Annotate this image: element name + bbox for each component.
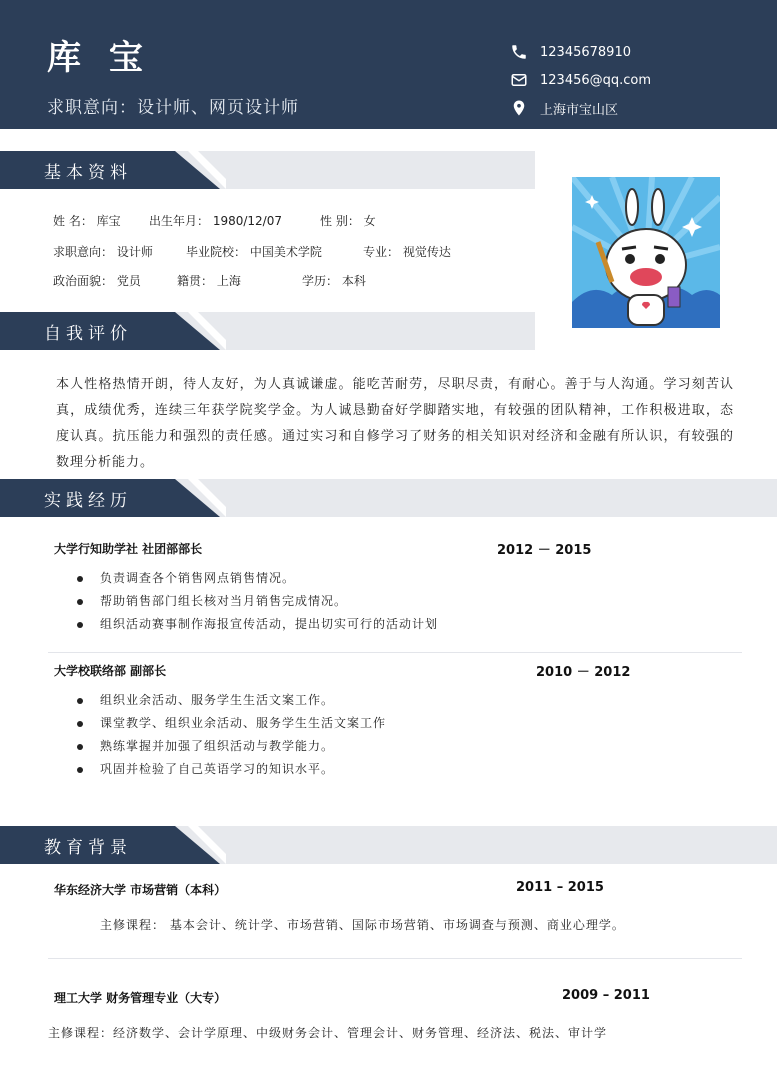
practice-list	[77, 689, 386, 781]
email-icon	[510, 71, 528, 89]
section-basic	[0, 151, 535, 189]
section-education	[0, 826, 777, 864]
info-intent: 求职意向： 设计师	[53, 245, 153, 259]
practice-title: 大学校联络部 副部长	[54, 664, 167, 678]
phone-row	[510, 38, 651, 66]
job-intent: 求职意向：设计师、网页设计师	[47, 98, 299, 118]
self-evaluation: 本人性格热情开朗，待人友好，为人真诚谦虚。能吃苦耐劳，尽职尽责，有耐心。善于与人沟通。学习刻苦认真，成绩优秀，连续三年获学院奖学金。为人诚恳勤奋好学脚踏实地，有较强的团队精神，工作积极进取，态度认真。抗压能力和强烈的责任感。通过实习和自修学习了财务的相关知识对经济和金融有所认识，有较强的数理分析能力。	[56, 377, 734, 470]
location-pin-icon	[510, 99, 528, 117]
list-item: 组织活动赛事制作海报宣传活动，提出切实可行的活动计划	[77, 613, 438, 636]
phone-icon	[510, 43, 528, 61]
contact-block	[510, 38, 651, 122]
education-title: 理工大学 财务管理专业（大专）	[54, 991, 227, 1005]
phone-text: 12345678910	[540, 44, 631, 60]
section-practice	[0, 479, 777, 517]
resume-header	[0, 0, 777, 129]
info-major: 专业： 视觉传达	[363, 245, 451, 259]
info-native: 籍贯： 上海	[177, 274, 241, 288]
section-self	[0, 312, 535, 350]
list-item: 负责调查各个销售网点销售情况。	[77, 567, 438, 590]
list-item: 课堂教学、组织业余活动、服务学生生活文案工作	[77, 712, 386, 735]
address-text: 上海市宝山区	[540, 102, 619, 118]
section-title-self: 自我评价	[44, 324, 132, 344]
info-politics: 政治面貌： 党员	[53, 274, 141, 288]
section-title-education: 教育背景	[44, 838, 132, 858]
education-title: 华东经济大学 市场营销（本科）	[54, 883, 227, 897]
info-birth: 出生年月： 1980/12/07	[149, 214, 282, 228]
practice-list	[77, 567, 438, 636]
practice-date: 2012 － 2015	[497, 543, 592, 558]
practice-date: 2010 － 2012	[536, 665, 631, 680]
avatar	[572, 177, 720, 328]
divider	[48, 958, 742, 959]
section-title-basic: 基本资料	[44, 163, 132, 183]
education-date: 2009 – 2011	[562, 988, 650, 1003]
list-item: 组织业余活动、服务学生生活文案工作。	[77, 689, 386, 712]
info-degree: 学历： 本科	[302, 274, 366, 288]
education-course: 主修课程：经济数学、会计学原理、中级财务会计、管理会计、财务管理、经济法、税法、审计学	[48, 1026, 608, 1040]
email-row	[510, 66, 651, 94]
list-item: 熟练掌握并加强了组织活动与教学能力。	[77, 735, 386, 758]
practice-title: 大学行知助学社 社团部部长	[54, 542, 203, 556]
info-gender: 性 别： 女	[320, 214, 376, 228]
info-name: 姓 名： 库宝	[53, 214, 121, 228]
education-course: 主修课程： 基本会计、统计学、市场营销、国际市场营销、市场调查与预测、商业心理学。	[100, 918, 625, 932]
email-text: 123456@qq.com	[540, 72, 652, 88]
applicant-name: 库 宝	[47, 38, 151, 78]
list-item: 巩固并检验了自己英语学习的知识水平。	[77, 758, 386, 781]
info-school: 毕业院校： 中国美术学院	[186, 245, 322, 259]
list-item: 帮助销售部门组长核对当月销售完成情况。	[77, 590, 438, 613]
divider	[48, 652, 742, 653]
address-row	[510, 94, 651, 122]
section-title-practice: 实践经历	[44, 491, 132, 511]
education-date: 2011 – 2015	[516, 880, 604, 895]
